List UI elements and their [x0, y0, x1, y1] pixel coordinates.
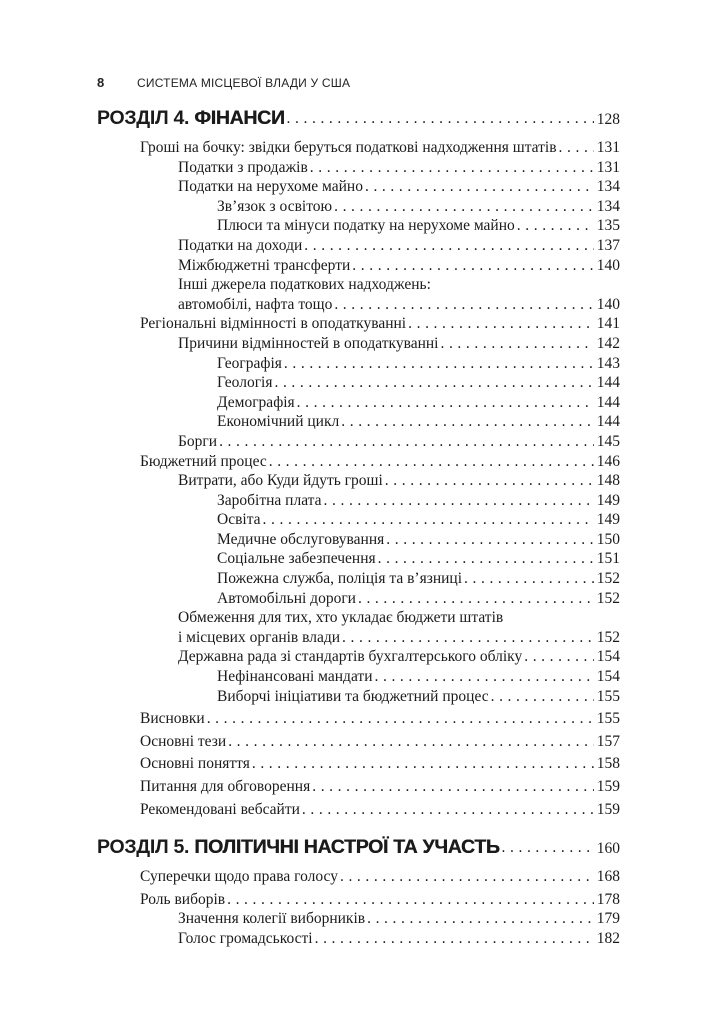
toc-entry-label: Освіта — [217, 511, 261, 529]
toc-entry-label: Обмеження для тих, хто укладає бюджети штатів — [178, 609, 504, 627]
toc-page-number: 131 — [596, 158, 620, 176]
dot-leader — [324, 491, 594, 511]
toc-page-number: 131 — [596, 139, 620, 156]
toc-entry-label: Витрати, або Куди йдуть гроші — [178, 472, 383, 490]
toc-page-number: 143 — [596, 354, 620, 372]
toc-row — [97, 373, 620, 393]
toc-row — [97, 177, 620, 197]
toc-entry-label: Суперечки щодо права голосу — [140, 868, 338, 886]
toc-entry-label: Роль виборів — [140, 890, 226, 908]
dot-leader — [219, 432, 594, 452]
toc-page-number: 128 — [596, 111, 620, 128]
toc-page-number: 159 — [596, 800, 620, 818]
toc-entry-label: Рекомендовані вебсайти — [140, 800, 300, 818]
toc-entry-label — [97, 835, 500, 860]
toc-row — [97, 393, 620, 413]
toc-entry-label: Заробітна плата — [217, 491, 322, 509]
toc-page-number: 158 — [596, 755, 620, 773]
chapter-title: ФІНАНСИ — [194, 107, 285, 129]
toc-row — [97, 667, 620, 687]
toc-row — [97, 777, 620, 797]
toc-entry-label: Зв’язок з освітою — [217, 197, 333, 215]
toc-list — [97, 106, 620, 949]
toc-entry-label: Міжбюджетні трансферти — [178, 256, 351, 274]
toc-row — [97, 295, 620, 315]
toc-row — [97, 732, 620, 752]
dot-leader — [312, 777, 594, 797]
dot-leader — [440, 334, 593, 354]
chapter-number: РОЗДІЛ 5. — [97, 836, 195, 859]
toc-page-number: 155 — [596, 710, 620, 728]
dot-leader — [227, 890, 594, 910]
dot-leader — [310, 158, 594, 178]
dot-leader — [365, 177, 594, 197]
toc-page-number: 146 — [596, 452, 620, 470]
toc-row — [97, 197, 620, 217]
toc-page-number: 144 — [596, 374, 620, 392]
toc-entry-label: Податки на нерухоме майно — [178, 178, 363, 196]
toc-page-number: 135 — [596, 217, 620, 235]
toc-row — [97, 647, 620, 667]
toc-row — [97, 569, 620, 589]
dot-leader — [274, 373, 593, 393]
toc-row — [97, 754, 620, 774]
dot-leader — [284, 354, 594, 374]
toc-page-number: 155 — [596, 687, 620, 705]
toc-page-number: 137 — [596, 236, 620, 254]
dot-leader — [367, 909, 594, 929]
toc-entry-label: Геологія — [217, 374, 273, 392]
toc-entry-label: Інші джерела податкових надходжень: — [178, 276, 431, 294]
toc-entry-label: Основні тези — [140, 732, 227, 750]
toc-entry-label: Значення колегії виборників — [178, 910, 366, 928]
header-running-title: СИСТЕМА МІСЦЕВОЇ ВЛАДИ У США — [137, 76, 351, 90]
toc-row — [97, 687, 620, 707]
toc-row — [97, 608, 620, 628]
dot-leader — [358, 589, 594, 609]
toc-entry-label: і місцевих органів влади — [178, 628, 341, 646]
dot-leader — [263, 510, 594, 530]
toc-entry-label: Гроші на бочку: звідки беруться податкові надходження штатів — [140, 139, 557, 156]
toc-page-number: 144 — [596, 393, 620, 411]
dot-leader — [334, 295, 593, 315]
dot-leader — [269, 452, 594, 472]
dot-leader — [334, 197, 594, 217]
toc-row — [97, 909, 620, 929]
toc-row — [97, 314, 620, 334]
dot-leader — [340, 867, 594, 887]
toc-row — [97, 800, 620, 820]
toc-page-number: 152 — [596, 570, 620, 588]
toc-page-number: 149 — [596, 511, 620, 529]
dot-leader — [464, 569, 594, 589]
dot-leader — [297, 393, 594, 413]
toc-row — [97, 158, 620, 178]
toc-entry-label: Бюджетний процес — [140, 452, 267, 470]
toc-row — [97, 491, 620, 511]
dot-leader — [304, 236, 593, 256]
running-header — [97, 76, 620, 90]
toc-row — [97, 530, 620, 550]
toc-entry-label: автомобілі, нафта тощо — [178, 295, 333, 313]
toc-page-number: 159 — [596, 778, 620, 795]
toc-entry-label: Борги — [178, 432, 218, 450]
dot-leader — [315, 929, 594, 949]
toc-entry-label: Медичне обслуговування — [217, 530, 385, 548]
toc-page-number: 152 — [596, 589, 620, 607]
dot-leader — [386, 530, 593, 550]
toc-entry-label: Виборчі ініціативи та бюджетний процес — [217, 687, 489, 705]
toc-page-number: 145 — [596, 432, 620, 450]
toc-page-number: 168 — [596, 868, 620, 886]
toc-row — [97, 334, 620, 354]
toc-entry-label: Питання для обговорення — [140, 778, 311, 795]
chapter-title: ПОЛІТИЧНІ НАСТРОЇ ТА УЧАСТЬ — [194, 836, 500, 859]
toc-page-number: 134 — [596, 178, 620, 196]
dot-leader — [375, 667, 594, 687]
toc-page-number: 182 — [596, 929, 620, 947]
toc-row — [97, 709, 620, 729]
toc-page-number: 154 — [596, 648, 620, 666]
toc-entry-label: Регіональні відмінності в оподаткуванні — [140, 315, 407, 333]
toc-row — [97, 549, 620, 569]
toc-page-number: 140 — [596, 295, 620, 313]
toc-page-number: 151 — [596, 550, 620, 568]
toc-entry-label: Економічний цикл — [217, 413, 340, 431]
toc-row — [97, 275, 620, 295]
toc-page-number: 140 — [596, 256, 620, 274]
toc-page-number: 157 — [596, 732, 620, 750]
dot-leader — [559, 138, 594, 158]
toc-row — [97, 354, 620, 374]
toc-page-number: 134 — [596, 197, 620, 215]
toc-row — [97, 452, 620, 472]
dot-leader — [385, 471, 594, 491]
toc-entry-label: Плюси та мінуси податку на нерухоме майно — [217, 217, 515, 235]
toc-page-number: 152 — [596, 628, 620, 646]
chapter-number: РОЗДІЛ 4. — [97, 107, 195, 129]
toc-page-number: 160 — [596, 840, 620, 858]
toc-page-number: 178 — [596, 890, 620, 908]
toc-page-number: 150 — [596, 530, 620, 548]
toc-entry-label: Демографія — [217, 393, 295, 411]
toc-row — [97, 628, 620, 648]
dot-leader — [287, 106, 594, 131]
header-page-number: 8 — [97, 75, 105, 90]
toc-entry-label: Соціальне забезпечення — [217, 550, 376, 568]
dot-leader — [502, 835, 594, 860]
toc-row — [97, 256, 620, 276]
toc-entry-label: Голос громадськості — [178, 929, 313, 947]
toc-page-number: 149 — [596, 491, 620, 509]
toc-row — [97, 236, 620, 256]
toc-row — [97, 890, 620, 910]
toc-entry-label: Нефінансовані мандати — [217, 668, 373, 686]
toc-entry-label: Податки з продажів — [178, 158, 308, 176]
toc-row — [97, 412, 620, 432]
toc-entry-label: Висновки — [140, 710, 205, 728]
toc-row — [97, 589, 620, 609]
toc-row — [97, 510, 620, 530]
dot-leader — [491, 687, 594, 707]
dot-leader — [524, 647, 594, 667]
dot-leader — [228, 732, 594, 752]
dot-leader — [408, 314, 594, 334]
toc-entry-label: Причини відмінностей в оподаткуванні — [178, 334, 439, 352]
toc-row — [97, 471, 620, 491]
toc-entry-label: Автомобільні дороги — [217, 589, 356, 607]
dot-leader — [302, 800, 594, 820]
toc-row — [97, 106, 620, 132]
dot-leader — [352, 256, 593, 276]
toc-page-number: 154 — [596, 668, 620, 686]
toc-entry-label: Географія — [217, 354, 282, 372]
toc-entry-label: Державна рада зі стандартів бухгалтерського обліку — [178, 648, 523, 666]
toc-row — [97, 138, 620, 158]
dot-leader — [378, 549, 594, 569]
toc-entry-label: Податки на доходи — [178, 236, 303, 254]
toc-row — [97, 835, 620, 861]
dot-leader — [517, 216, 594, 236]
toc-page-number: 144 — [596, 413, 620, 431]
toc-page-number: 148 — [596, 472, 620, 490]
toc-row — [97, 216, 620, 236]
toc-entry-label — [97, 106, 285, 131]
dot-leader — [341, 412, 594, 432]
toc-row — [97, 929, 620, 949]
dot-leader — [342, 628, 594, 648]
toc-entry-label: Пожежна служба, поліція та в’язниці — [217, 570, 463, 588]
toc-page-number: 142 — [596, 334, 620, 352]
toc-page-number: 141 — [596, 315, 620, 333]
toc-row — [97, 867, 620, 887]
dot-leader — [252, 754, 594, 774]
toc-entry-label: Основні поняття — [140, 755, 250, 773]
toc-page-number: 179 — [596, 910, 620, 928]
toc-row — [97, 432, 620, 452]
dot-leader — [207, 709, 594, 729]
